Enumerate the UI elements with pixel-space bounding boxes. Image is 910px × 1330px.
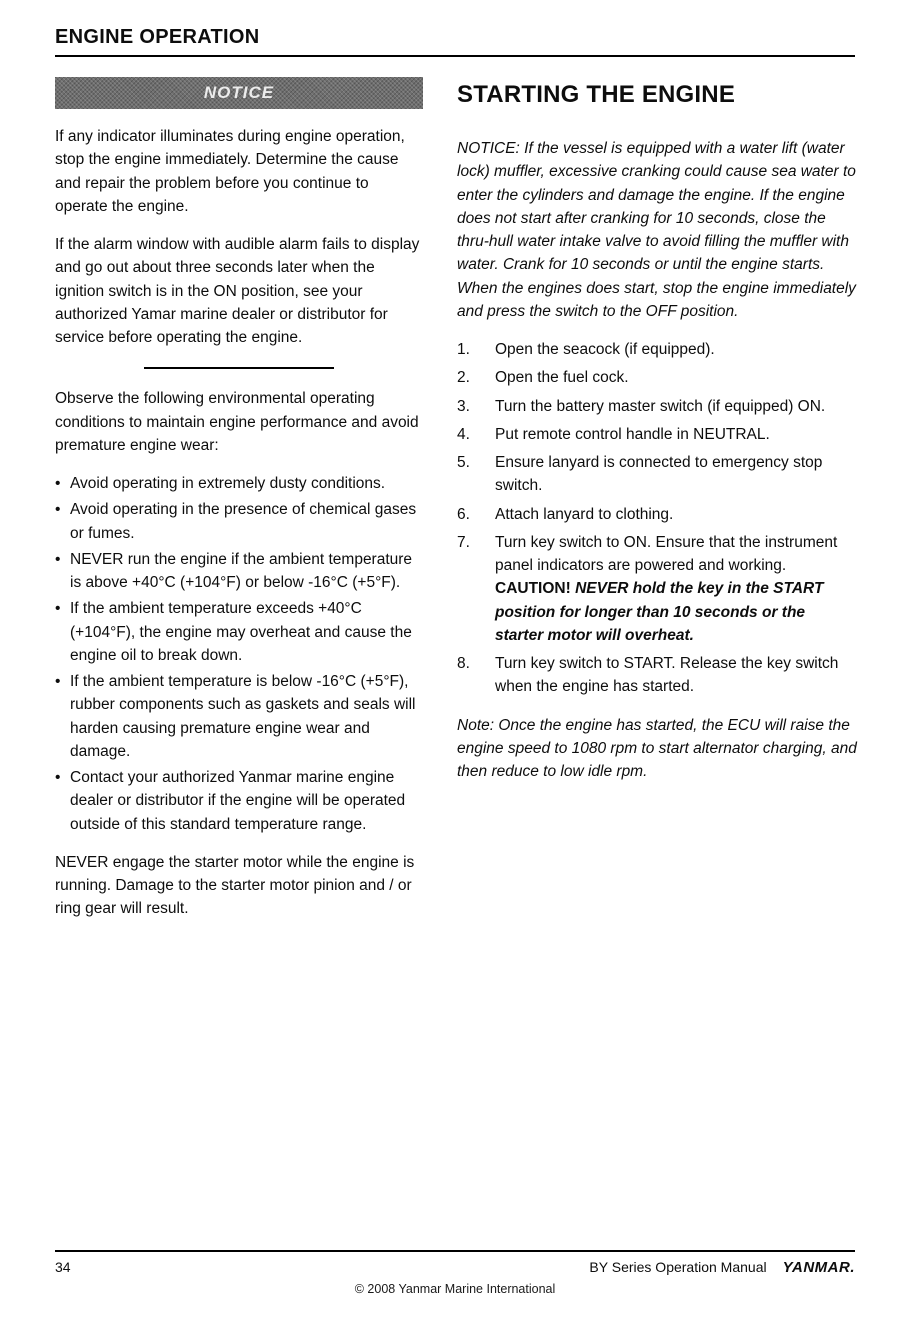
footer-right-group	[589, 1259, 855, 1276]
bullet-text: Avoid operating in extremely dusty conditions.	[70, 475, 386, 492]
step-text: Turn the battery master switch (if equipped) ON.	[495, 397, 826, 415]
notice-banner-label: NOTICE	[203, 83, 275, 103]
step-text: Ensure lanyard is connected to emergency stop switch.	[495, 454, 823, 495]
step-item	[457, 652, 857, 699]
bullet-text: If the ambient temperature is below -16°C (+5°F), rubber components such as gaskets and seals will harden causing premature engine wear and damage.	[70, 673, 416, 760]
left-column	[55, 77, 423, 936]
paragraph-starter-motor-warning: NEVER engage the starter motor while the engine is running. Damage to the starter motor pinion and / or ring gear will result.	[55, 853, 415, 918]
notice-banner	[55, 77, 423, 109]
right-column	[457, 77, 857, 936]
bullet-text: Contact your authorized Yanmar marine engine dealer or distributor if the engine will be operated outside of this standard temperature range.	[70, 769, 406, 833]
step-number: 2.	[457, 369, 470, 387]
yanmar-logo: YANMAR.	[782, 1259, 855, 1276]
page-header	[55, 26, 855, 57]
caution-text: NEVER hold the key in the START position for longer than 10 seconds or the starter motor will overheat.	[495, 580, 824, 644]
step-text: Open the fuel cock.	[495, 369, 629, 387]
notice-paragraph: NOTICE: If the vessel is equipped with a water lift (water lock) muffler, excessive cranking could cause sea water to enter the cylinders and damage the engine. If the engine does not start after cranking for 10 seconds, close the thru-hull water intake valve to avoid filling the muffler with water. Crank for 10 seconds or until the engine starts. When the engines does start, stop the engine immediately and press the switch to the OFF position.	[457, 140, 856, 320]
step-number: 1.	[457, 341, 470, 358]
starting-steps-list	[457, 338, 857, 699]
bullet-item	[55, 766, 423, 836]
step-item	[457, 338, 857, 361]
page-footer	[55, 1250, 855, 1296]
step-text: Put remote control handle in NEUTRAL.	[495, 425, 770, 443]
bullet-text: If the ambient temperature exceeds +40°C (+104°F), the engine may overheat and cause the engine oil to break down.	[70, 600, 412, 664]
step-text	[495, 531, 857, 647]
step-number: 6.	[457, 505, 470, 523]
copyright-line: © 2008 Yanmar Marine International	[354, 1282, 556, 1296]
paragraph-alarm-window: If the alarm window with audible alarm fails to display and go out about three seconds later when the ignition switch is in the ON position, see your authorized Yamar marine dealer or distributor for service before operating the engine.	[55, 236, 420, 346]
step-number: 7.	[457, 533, 470, 551]
environment-bullet-list	[55, 472, 423, 836]
bullet-text: NEVER run the engine if the ambient temperature is above +40°C (+104°F) or below -16°C (+5°F).	[70, 550, 413, 591]
step-number: 4.	[457, 425, 470, 443]
step-number: 3.	[457, 397, 470, 415]
step-item	[457, 531, 857, 647]
step-text: Turn key switch to START. Release the key switch when the engine has started.	[495, 655, 839, 696]
bullet-text: Avoid operating in the presence of chemical gases or fumes.	[70, 501, 417, 542]
bullet-item	[55, 670, 423, 763]
page-title: ENGINE OPERATION	[55, 26, 260, 48]
step-item	[457, 366, 857, 389]
caution-label: CAUTION!	[495, 580, 571, 598]
footer-row	[55, 1259, 855, 1276]
manual-title: BY Series Operation Manual	[589, 1259, 767, 1275]
step-item	[457, 451, 857, 498]
step-text-main: Turn key switch to ON. Ensure that the instrument panel indicators are powered and working.	[495, 533, 838, 574]
bullet-item	[55, 498, 423, 545]
step-text: Attach lanyard to clothing.	[495, 505, 674, 523]
step-item	[457, 395, 857, 418]
step-item	[457, 503, 857, 526]
section-heading-starting-engine: STARTING THE ENGINE	[457, 81, 736, 108]
bullet-item	[55, 597, 423, 667]
step-number: 5.	[457, 454, 470, 471]
page-number: 34	[55, 1259, 71, 1275]
two-column-layout	[55, 77, 855, 936]
bullet-item	[55, 472, 423, 495]
step-number: 8.	[457, 655, 470, 672]
note-paragraph: Note: Once the engine has started, the ECU will raise the engine speed to 1080 rpm to start alternator charging, and then reduce to low idle rpm.	[457, 716, 857, 780]
paragraph-indicator-warning: If any indicator illuminates during engine operation, stop the engine immediately. Determine the cause and repair the problem before you continue to operate the engine.	[55, 128, 405, 215]
paragraph-environment-intro: Observe the following environmental operating conditions to maintain engine performance and avoid premature engine wear:	[55, 390, 419, 454]
step-item	[457, 423, 857, 446]
section-divider	[144, 367, 334, 369]
step-text: Open the seacock (if equipped).	[495, 341, 715, 358]
bullet-item	[55, 548, 423, 595]
